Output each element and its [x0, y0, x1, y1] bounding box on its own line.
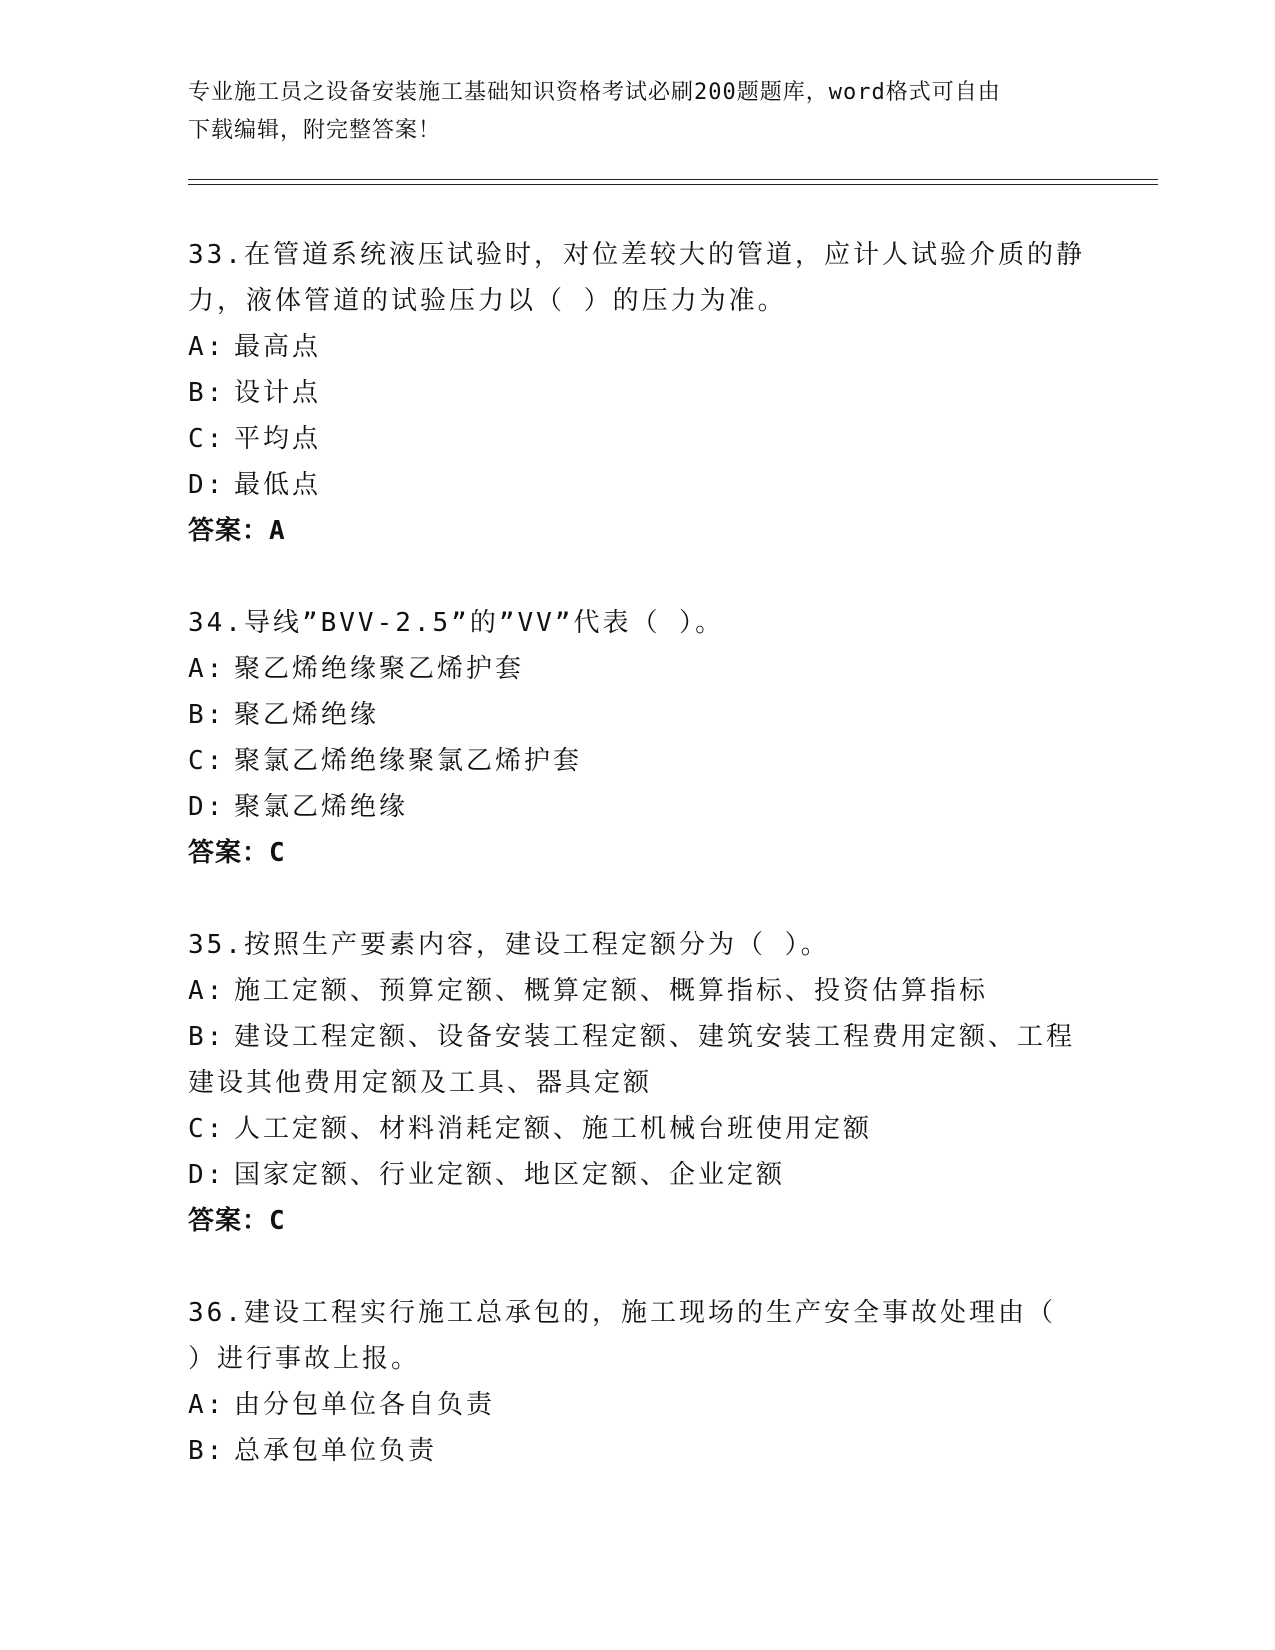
header-divider-top [188, 179, 1158, 180]
option-b [188, 1014, 1088, 1060]
question-text: 33.在管道系统液压试验时，对位差较大的管道，应计人试验介质的静 [188, 240, 1085, 270]
option-a [188, 968, 1088, 1014]
option-text: 聚乙烯绝缘聚乙烯护套 [234, 654, 525, 684]
option-text: 建设工程定额、设备安装工程定额、建筑安装工程费用定额、工程 [234, 1022, 1076, 1052]
option-text: 由分包单位各自负责 [234, 1390, 496, 1420]
option-letter: B: [188, 378, 226, 408]
option-c [188, 416, 1088, 462]
option-b [188, 692, 1088, 738]
option-text: 人工定额、材料消耗定额、施工机械台班使用定额 [234, 1114, 873, 1144]
option-text: 最高点 [234, 332, 322, 362]
option-text-continued: 建设其他费用定额及工具、器具定额 [188, 1068, 653, 1098]
document-header [188, 74, 1068, 150]
option-letter: B: [188, 1022, 226, 1052]
question-text-continued: ）进行事故上报。 [188, 1344, 421, 1374]
question-text: 34.导线”BVV-2.5”的”VV”代表（ ）。 [188, 608, 725, 638]
question-list [188, 232, 1088, 1474]
question-spacer [188, 1244, 1088, 1290]
header-line-2: 下载编辑，附完整答案！ [188, 118, 442, 143]
answer: 答案：C [188, 838, 286, 868]
option-text: 聚乙烯绝缘 [234, 700, 380, 730]
option-letter: D: [188, 1160, 226, 1190]
option-text: 国家定额、行业定额、地区定额、企业定额 [234, 1160, 786, 1190]
question-spacer [188, 554, 1088, 600]
option-d [188, 784, 1088, 830]
option-letter: D: [188, 470, 226, 500]
option-letter: A: [188, 976, 226, 1006]
option-c [188, 738, 1088, 784]
question-33 [188, 232, 1088, 554]
option-text: 最低点 [234, 470, 322, 500]
header-line-1: 专业施工员之设备安装施工基础知识资格考试必刷200题题库，word格式可自由 [188, 80, 1001, 105]
option-b [188, 1428, 1088, 1474]
option-text: 平均点 [234, 424, 322, 454]
option-a [188, 646, 1088, 692]
option-d [188, 462, 1088, 508]
option-text: 聚氯乙烯绝缘 [234, 792, 409, 822]
question-34 [188, 600, 1088, 876]
option-text: 施工定额、预算定额、概算定额、概算指标、投资估算指标 [234, 976, 989, 1006]
option-d [188, 1152, 1088, 1198]
option-letter: C: [188, 746, 226, 776]
option-text: 聚氯乙烯绝缘聚氯乙烯护套 [234, 746, 583, 776]
option-b-continued [188, 1060, 1088, 1106]
header-divider-bottom [188, 184, 1158, 185]
option-letter: C: [188, 424, 226, 454]
question-text-continued: 力，液体管道的试验压力以（ ）的压力为准。 [188, 286, 787, 316]
option-letter: A: [188, 1390, 226, 1420]
answer: 答案：A [188, 516, 286, 546]
option-c [188, 1106, 1088, 1152]
option-letter: A: [188, 332, 226, 362]
question-spacer [188, 876, 1088, 922]
option-text: 设计点 [234, 378, 322, 408]
option-letter: A: [188, 654, 226, 684]
question-text: 35.按照生产要素内容，建设工程定额分为（ ）。 [188, 930, 830, 960]
option-letter: B: [188, 1436, 226, 1466]
option-a [188, 1382, 1088, 1428]
option-letter: C: [188, 1114, 226, 1144]
option-text: 总承包单位负责 [234, 1436, 438, 1466]
question-36 [188, 1290, 1088, 1474]
option-letter: D: [188, 792, 226, 822]
option-b [188, 370, 1088, 416]
option-a [188, 324, 1088, 370]
question-35 [188, 922, 1088, 1244]
question-text: 36.建设工程实行施工总承包的，施工现场的生产安全事故处理由（ [188, 1298, 1056, 1328]
option-letter: B: [188, 700, 226, 730]
answer: 答案：C [188, 1206, 286, 1236]
